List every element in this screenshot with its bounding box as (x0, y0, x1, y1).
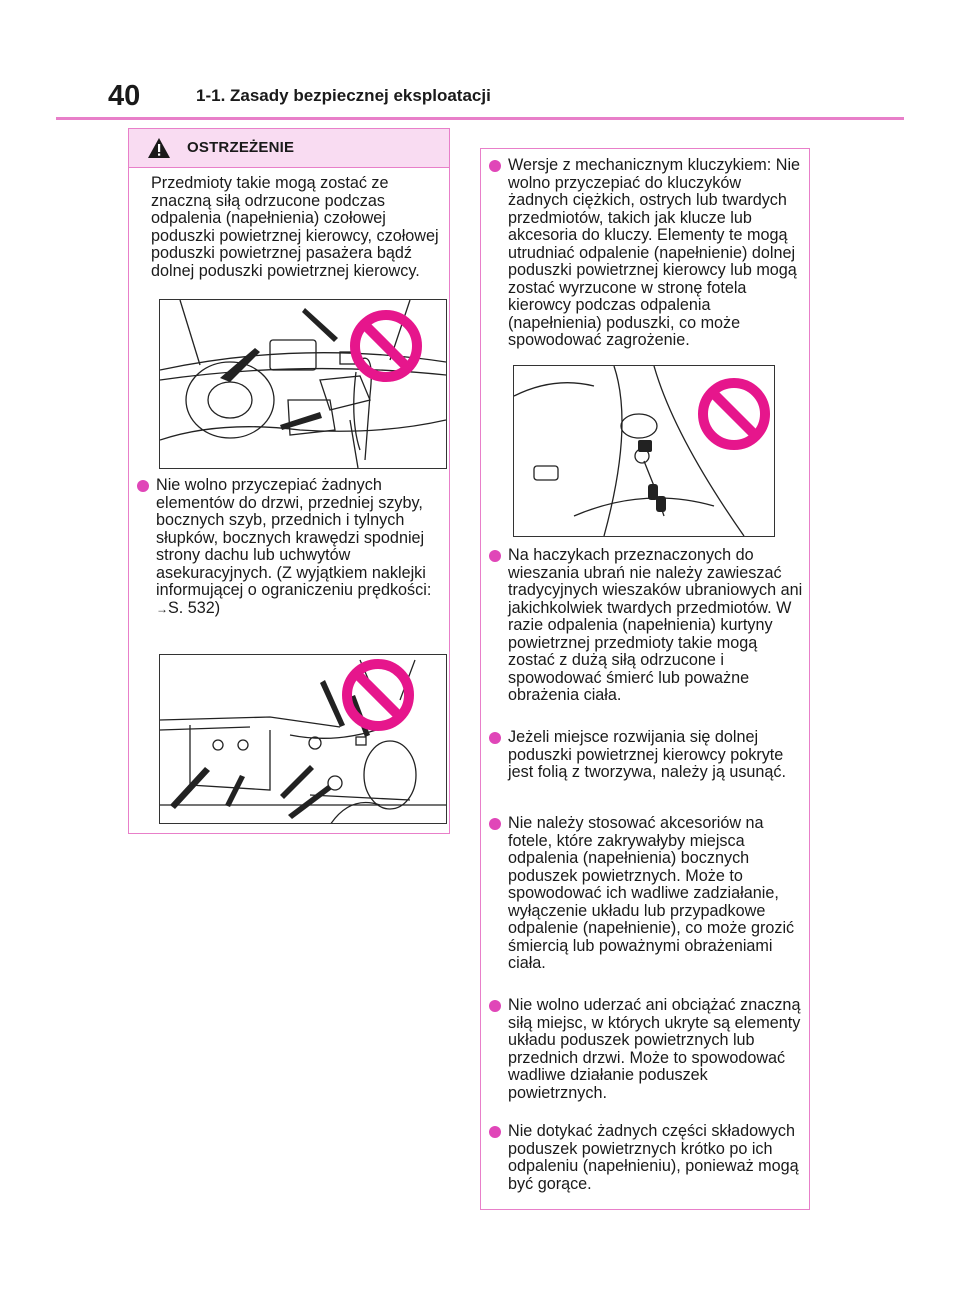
bullet-text: Na haczykach przeznaczonych do wieszania ubrań nie należy zawieszać tradycyjnych wieszaków ubraniowych ani jakichkolwiek twardych przedmiotów. W razie odpalenia (napełnienia) kurtyny powietrznej przedmioty takie mogą zostać z dużą siłą odrzucone i spowodować śmierć lub poważne obrażenia ciała. (508, 546, 803, 704)
warning-header (129, 129, 449, 168)
warning-bullet-text: Nie wolno przyczepiać żadnych elementów do drzwi, przedniej szyby, bocznych szyb, przednich i tylnych słupków, bocznych krawędzi spodniej strony dachu lub uchwytów asekuracyjnych. (Z wyjątkiem naklejki informującej o ograniczeniu prędkości: (156, 476, 432, 599)
page-header (108, 78, 908, 118)
list-item (137, 477, 443, 618)
bullet-dot (137, 480, 149, 492)
warning-triangle-icon (147, 137, 171, 159)
bullet-text: Jeżeli miejsce rozwijania się dolnej poduszki powietrznej kierowcy pokryte jest folią z tworzywa, należy ją usunąć. (508, 728, 787, 781)
bullet-text: Nie należy stosować akcesoriów na fotele, które zakrywałyby miejsca odpalenia (napełnienia) bocznych poduszek powietrznych. Może to spowodować ich wadliwe zadziałanie, wyłączenie układu lub przypadkowe odpalenie (napełnienie), co może grozić śmiercią lub poważnymi obrażeniami ciała. (508, 814, 795, 972)
prohibited-icon (340, 657, 416, 733)
arrow-ref-icon: → (156, 601, 168, 616)
header-rule (56, 117, 904, 120)
bullet-text: Wersje z mechanicznym kluczykiem: Nie wolno przyczepiać do kluczyków żadnych ciężkich, ostrych lub twardych przedmiotów, takich jak klucze lub akcesoria do kluczy. Elementy te mogą utrudniać odpalenie (napełnienie) dolnej poduszki powietrznej kierowcy lub mogą zostać wyrzucone w stronę fotela kierowcy podczas odpalenia (napełnienia) poduszki, co może spowodować zagrożenie. (508, 156, 801, 349)
list-item (489, 157, 805, 350)
warning-title: OSTRZEŻENIE (187, 139, 295, 156)
bullet-dot (489, 1126, 501, 1138)
bullet-dot (489, 818, 501, 830)
figure-dashboard (159, 299, 447, 469)
bullet-dot (489, 732, 501, 744)
prohibited-icon (696, 376, 772, 452)
list-item (489, 1123, 805, 1193)
warning-box (128, 128, 450, 834)
page-reference: S. 532) (168, 598, 221, 617)
bullet-dot (489, 160, 501, 172)
figure-key-ignition (513, 365, 775, 537)
content-box (480, 148, 810, 1210)
list-item (489, 815, 805, 973)
bullet-dot (489, 550, 501, 562)
prohibited-icon (348, 308, 424, 384)
figure-cabin-side (159, 654, 447, 824)
list-item (489, 997, 805, 1102)
warning-intro: Przedmioty takie mogą zostać ze znaczną siłą odrzucone podczas odpalenia (napełnienia) czołowej poduszki powietrznej kierowcy, czołowej poduszki powietrznej pasażera bądź dolnej poduszki powietrznej kierowcy. (151, 174, 439, 280)
bullet-dot (489, 1000, 501, 1012)
bullet-text: Nie dotykać żadnych części składowych poduszek powietrznych krótko po ich odpaleniu (napełnieniu), ponieważ mogą być gorące. (508, 1122, 799, 1193)
list-item (489, 729, 805, 782)
bullet-text: Nie wolno uderzać ani obciążać znaczną siłą miejsc, w których ukryte są elementy układu poduszek powietrznych lub przednich drzwi. Może to spowodować wadliwe działanie poduszek powietrznych. (508, 996, 801, 1102)
page-number: 40 (108, 80, 141, 112)
list-item (489, 547, 805, 705)
section-title: 1-1. Zasady bezpiecznej eksploatacji (196, 86, 491, 105)
